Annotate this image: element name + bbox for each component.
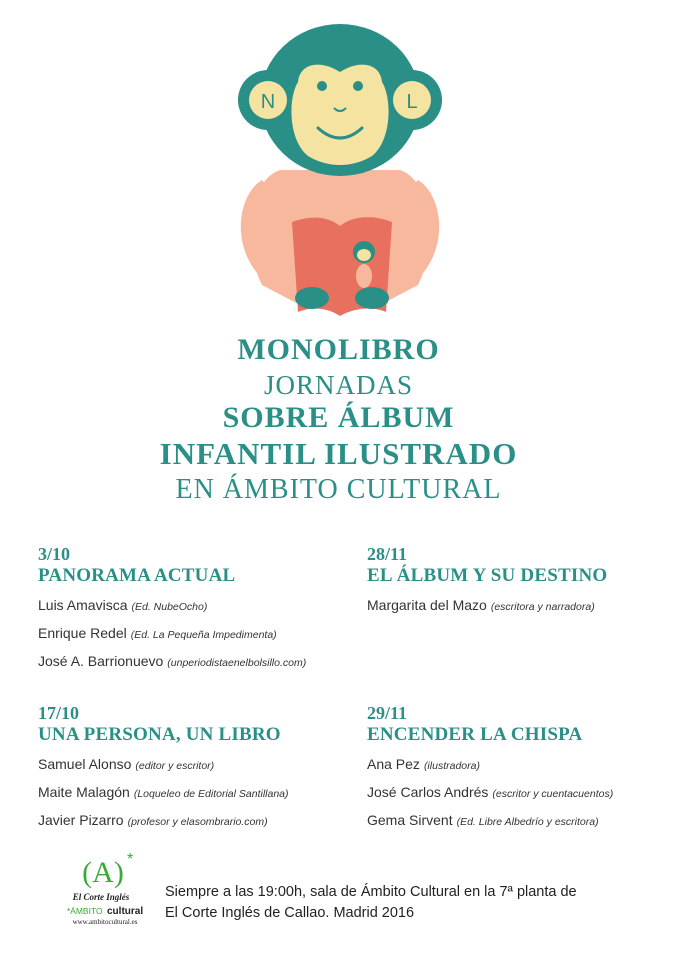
footer-line-2: El Corte Inglés de Callao. Madrid 2016 bbox=[165, 905, 415, 921]
logo-name-suffix: cultural bbox=[107, 906, 144, 917]
speaker-affiliation: (ilustradora) bbox=[423, 760, 480, 772]
monkey-right-hand bbox=[355, 287, 389, 309]
speaker-name: Maite Malagón bbox=[38, 784, 130, 800]
title-jornadas: JORNADAS bbox=[263, 370, 414, 400]
speaker-affiliation: (Ed. Libre Albedrío y escritora) bbox=[456, 816, 599, 828]
ear-letter-right: L bbox=[406, 91, 418, 113]
ambito-cultural-logo bbox=[55, 850, 165, 935]
speaker-affiliation: (Ed. La Pequeña Impedimenta) bbox=[130, 629, 277, 641]
speaker-name: Samuel Alonso bbox=[38, 756, 132, 772]
session-title: UNA PERSONA, UN LIBRO bbox=[38, 724, 281, 745]
speaker-affiliation: (editor y escritor) bbox=[135, 760, 215, 772]
logo-url: www.ambitocultural.es bbox=[72, 918, 138, 926]
session-date: 28/11 bbox=[367, 544, 408, 564]
speaker bbox=[38, 620, 348, 648]
ear-letter-left: N bbox=[260, 91, 276, 113]
speaker-name: José Carlos Andrés bbox=[367, 784, 489, 800]
monkey-right-eye bbox=[353, 81, 363, 91]
footer-line-1: Siempre a las 19:00h, sala de Ámbito Cultural en la 7ª planta de bbox=[165, 884, 577, 900]
speaker bbox=[38, 592, 348, 620]
speaker-name: Margarita del Mazo bbox=[367, 597, 487, 613]
speaker bbox=[38, 779, 348, 807]
speaker-name: Ana Pez bbox=[367, 756, 420, 772]
monkey-left-eye bbox=[317, 81, 327, 91]
speaker-name: Luis Amavisca bbox=[38, 597, 128, 613]
session-date: 29/11 bbox=[367, 703, 408, 723]
book-mini-monkey-face bbox=[357, 249, 371, 261]
book-mini-monkey-body bbox=[356, 264, 372, 288]
speaker-affiliation: (Loqueleo de Editorial Santillana) bbox=[133, 788, 289, 800]
speaker-affiliation: (Ed. NubeOcho) bbox=[131, 601, 208, 613]
session-encender-la-chispa bbox=[367, 703, 677, 835]
title-ambito-cultural: EN ÁMBITO CULTURAL bbox=[175, 474, 502, 505]
speaker bbox=[38, 648, 348, 676]
speaker-affiliation: (escritor y cuentacuentos) bbox=[492, 788, 614, 800]
speaker-affiliation: (unperiodistaenelbolsillo.com) bbox=[167, 657, 307, 669]
monkey-left-hand bbox=[295, 287, 329, 309]
monkey-face bbox=[291, 65, 388, 165]
speaker-name: Javier Pizarro bbox=[38, 812, 124, 828]
title-infantil-ilustrado: INFANTIL ILUSTRADO bbox=[159, 436, 518, 471]
logo-name-prefix: *ÁMBITO bbox=[66, 906, 103, 916]
session-una-persona-un-libro bbox=[38, 703, 348, 835]
speaker bbox=[367, 592, 677, 620]
speaker-affiliation: (profesor y elasombrario.com) bbox=[127, 816, 268, 828]
speaker-name: Enrique Redel bbox=[38, 625, 127, 641]
monkey-reading-illustration bbox=[0, 0, 677, 330]
speaker-name: Gema Sirvent bbox=[367, 812, 453, 828]
title-sobre-album: SOBRE ÁLBUM bbox=[222, 401, 455, 434]
speaker-name: José A. Barrionuevo bbox=[38, 653, 164, 669]
session-title: ENCENDER LA CHISPA bbox=[367, 724, 583, 745]
logo-brand: El Corte Inglés bbox=[72, 892, 130, 902]
session-el-album-y-su-destino bbox=[367, 544, 677, 620]
speaker bbox=[367, 751, 677, 779]
session-panorama-actual bbox=[38, 544, 348, 676]
speaker bbox=[38, 807, 348, 835]
session-date: 17/10 bbox=[38, 703, 80, 723]
session-title: PANORAMA ACTUAL bbox=[38, 565, 236, 586]
title-monolibro: MONOLIBRO bbox=[237, 333, 440, 366]
speaker bbox=[367, 807, 677, 835]
speaker-affiliation: (escritora y narradora) bbox=[490, 601, 595, 613]
svg-text:*ÁMBITO cultural bbox=[67, 906, 143, 917]
speaker bbox=[367, 779, 677, 807]
session-title: EL ÁLBUM Y SU DESTINO bbox=[367, 565, 608, 586]
speaker bbox=[38, 751, 348, 779]
session-date: 3/10 bbox=[38, 544, 71, 564]
logo-mark: (A) bbox=[82, 856, 124, 889]
logo-star: * bbox=[127, 851, 134, 868]
